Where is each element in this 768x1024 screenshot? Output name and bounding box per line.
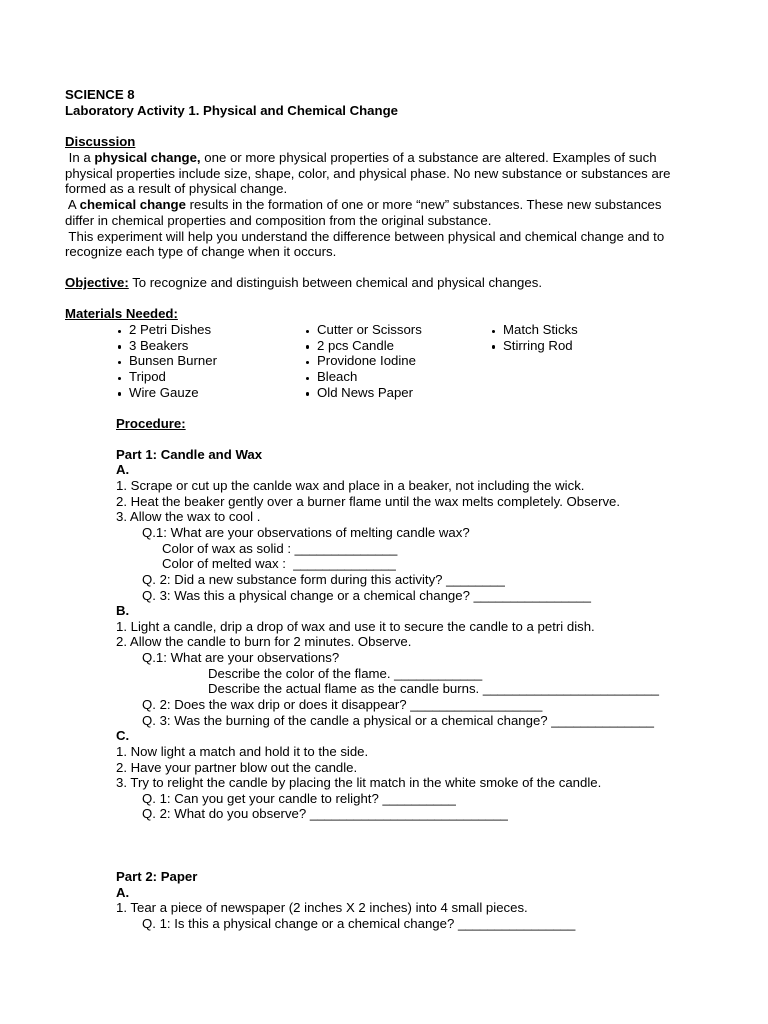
list-item: Old News Paper: [304, 385, 422, 401]
text-fragment: A: [65, 197, 80, 212]
list-item: 2 pcs Candle: [304, 338, 422, 354]
list-item: 3 Beakers: [116, 338, 217, 354]
list-item: Providone Iodine: [304, 353, 422, 369]
part-1-b-question-1: Q.1: What are your observations?: [142, 650, 340, 665]
part-2-section-a-label: A.: [116, 885, 130, 900]
part-1-section-b-label: B.: [116, 603, 130, 618]
part-1-a-question-3: Q. 3: Was this a physical change or a chemical change? ________________: [142, 588, 591, 603]
part-1-a-step-2: 2. Heat the beaker gently over a burner flame until the wax melts completely. Observe.: [116, 494, 621, 509]
list-item: 2 Petri Dishes: [116, 322, 217, 338]
subject-heading: SCIENCE 8: [65, 87, 135, 102]
part-1-c-step-3: 3. Try to relight the candle by placing the lit match in the white smoke of the candle.: [116, 775, 602, 790]
part-1-b-question-2: Q. 2: Does the wax drip or does it disappear? __________________: [142, 697, 543, 712]
part-1-c-step-1: 1. Now light a match and hold it to the side.: [116, 744, 369, 759]
part-1-c-question-2: Q. 2: What do you observe? ___________________________: [142, 806, 508, 821]
discussion-paragraph-2-line-2: differ in chemical properties and composition from the original substance.: [65, 213, 492, 228]
list-item: Bunsen Burner: [116, 353, 217, 369]
discussion-paragraph-1-line-3: formed as a result of physical change.: [65, 181, 288, 196]
list-item: Stirring Rod: [490, 338, 578, 354]
part-1-b-step-2: 2. Allow the candle to burn for 2 minutes. Observe.: [116, 634, 412, 649]
part-1-c-step-2: 2. Have your partner blow out the candle.: [116, 760, 358, 775]
part-1-a-step-3: 3. Allow the wax to cool .: [116, 509, 261, 524]
part-1-b-step-1: 1. Light a candle, drip a drop of wax and use it to secure the candle to a petri dish.: [116, 619, 595, 634]
term-chemical-change: chemical change: [79, 197, 186, 212]
list-item: Match Sticks: [490, 322, 578, 338]
list-item: Wire Gauze: [116, 385, 217, 401]
document-title: Laboratory Activity 1. Physical and Chemical Change: [65, 103, 398, 118]
objective-line: [65, 275, 542, 291]
discussion-heading: Discussion: [65, 134, 136, 149]
materials-list-column-2: [304, 322, 422, 401]
part-1-a-question-1: Q.1: What are your observations of melting candle wax?: [142, 525, 470, 540]
list-item: Tripod: [116, 369, 217, 385]
term-physical-change: physical change,: [94, 150, 201, 165]
part-1-b-question-3: Q. 3: Was the burning of the candle a physical or a chemical change? ______________: [142, 713, 654, 728]
objective-text: To recognize and distinguish between chemical and physical changes.: [128, 275, 542, 290]
part-2-a-step-1: 1. Tear a piece of newspaper (2 inches X 2 inches) into 4 small pieces.: [116, 900, 528, 915]
materials-list-column-3: [490, 322, 578, 353]
procedure-heading: Procedure:: [116, 416, 186, 431]
part-1-section-c-label: C.: [116, 728, 130, 743]
discussion-paragraph-3-line-2: recognize each type of change when it occurs.: [65, 244, 337, 259]
discussion-paragraph-1-line-1: [65, 150, 657, 166]
objective-label: Objective:: [65, 275, 129, 290]
part-1-a-step-1: 1. Scrape or cut up the canlde wax and place in a beaker, not including the wick.: [116, 478, 585, 493]
part-1-a-solid-color-blank: Color of wax as solid : ______________: [162, 541, 398, 556]
part-1-b-flame-actual-blank: Describe the actual flame as the candle burns. ________________________: [208, 681, 659, 696]
materials-list-column-1: [116, 322, 217, 401]
part-1-section-a-label: A.: [116, 462, 130, 477]
part-1-a-question-2: Q. 2: Did a new substance form during this activity? ________: [142, 572, 505, 587]
part-1-a-melted-color-blank: Color of melted wax : ______________: [162, 556, 396, 571]
text-fragment: results in the formation of one or more “new” substances. These new substances: [185, 197, 662, 212]
list-item: Bleach: [304, 369, 422, 385]
part-1-title: Part 1: Candle and Wax: [116, 447, 263, 462]
materials-heading: Materials Needed:: [65, 306, 178, 321]
discussion-paragraph-2-line-1: [65, 197, 661, 213]
part-1-c-question-1: Q. 1: Can you get your candle to relight? __________: [142, 791, 456, 806]
discussion-paragraph-1-line-2: physical properties include size, shape, color, and physical phase. No new substance or substances are: [65, 166, 671, 181]
part-1-b-flame-color-blank: Describe the color of the flame. ____________: [208, 666, 483, 681]
part-2-a-question-1: Q. 1: Is this a physical change or a chemical change? ________________: [142, 916, 576, 931]
text-fragment: In a: [65, 150, 95, 165]
discussion-paragraph-3-line-1: This experiment will help you understand the difference between physical and chemical change and to: [65, 229, 665, 244]
list-item: Cutter or Scissors: [304, 322, 422, 338]
text-fragment: one or more physical properties of a substance are altered. Examples of such: [200, 150, 657, 165]
part-2-title: Part 2: Paper: [116, 869, 198, 884]
